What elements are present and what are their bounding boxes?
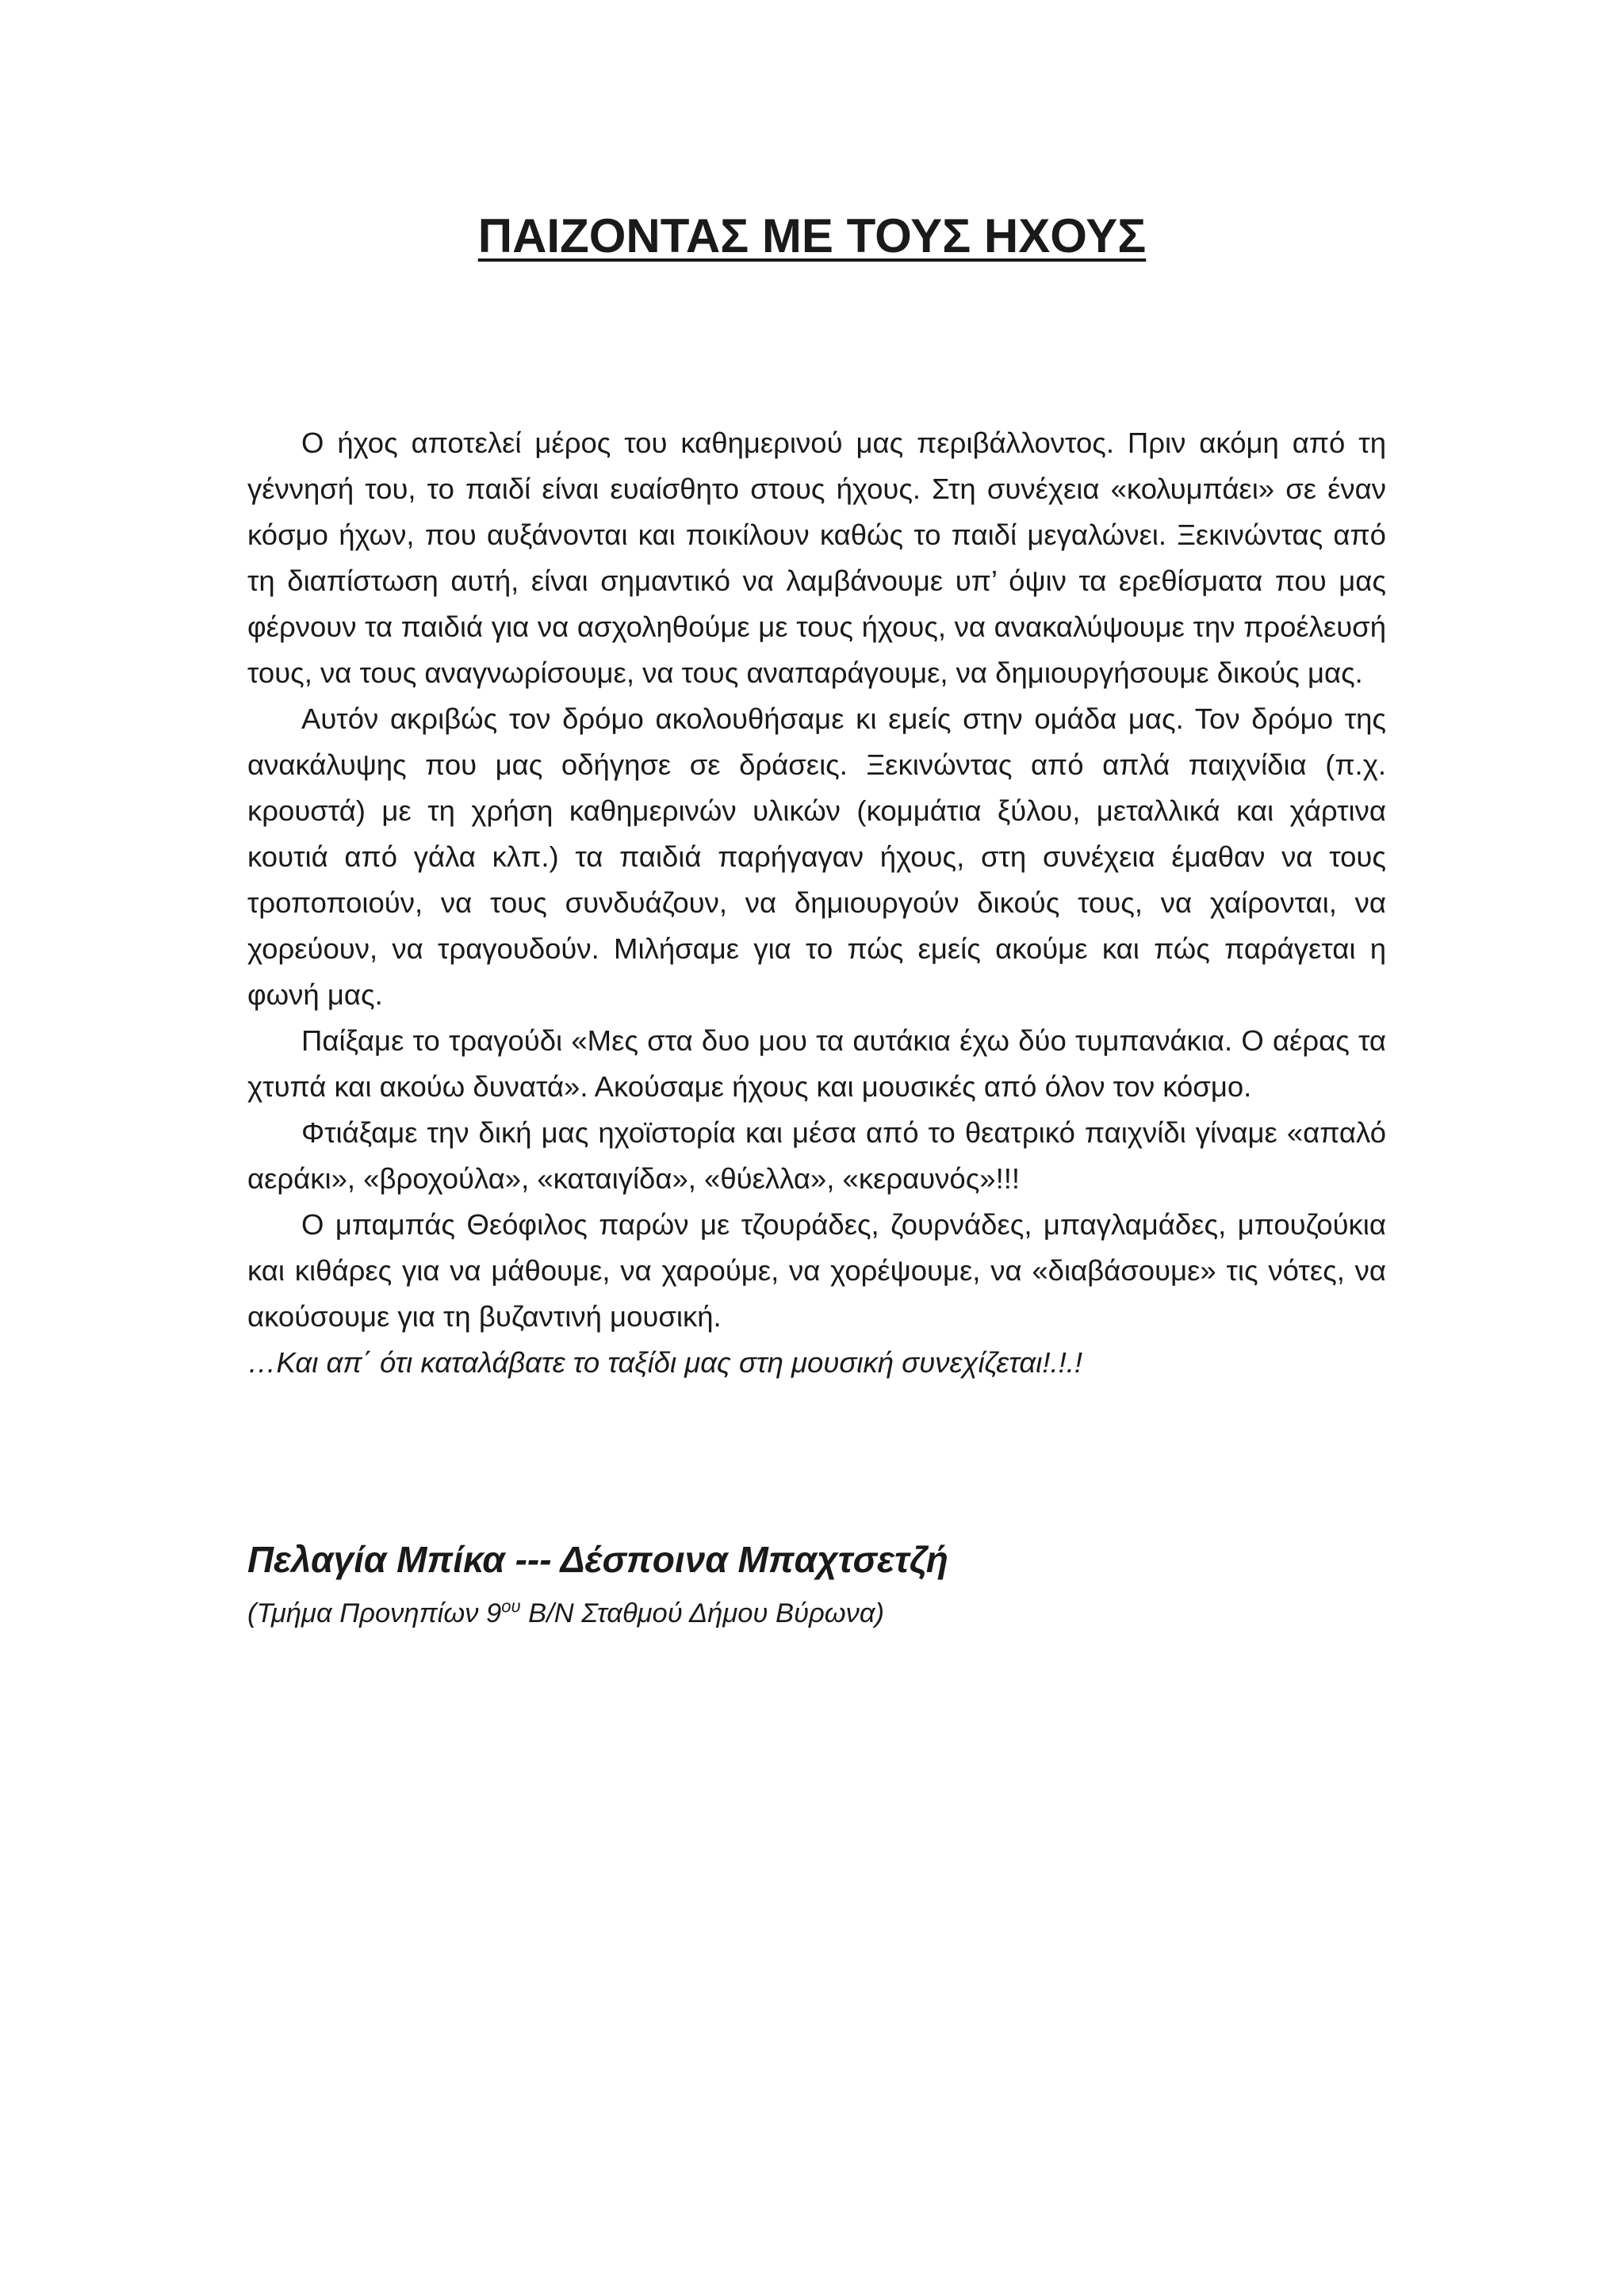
page-title xyxy=(0,205,1624,268)
paragraph-song: Παίξαμε το τραγούδι «Μες στα δυο μου τα αυτάκια έχω δύο τυμπανάκια. Ο αέρας τα χτυπά και ακούω δυνατά». Ακούσαμε ήχους και μουσικές από όλον τον κόσμο. xyxy=(247,1024,1386,1103)
paragraph-intro: Ο ήχος αποτελεί μέρος του καθημερινού μας περιβάλλοντος. Πριν ακόμη από τη γέννησή του, το παιδί είναι ευαίσθητο στους ήχους. Στη συνέχεια «κολυμπάει» σε έναν κόσμο ήχων, που αυξάνονται και ποικίλουν καθώς το παιδί μεγαλώνει. Ξεκινώντας από τη διαπίστωση αυτή, είναι σημαντικό να λαμβάνουμε υπ’ όψιν τα ερεθίσματα που μας φέρνουν τα παιδιά για να ασχοληθούμε με τους ήχους, να ανακαλύψουμε την προέλευσή τους, να τους αναγνωρίσουμε, να τους αναπαράγουμε, να δημιουργήσουμε δικούς μας. xyxy=(247,427,1386,689)
paragraph-discovery: Αυτόν ακριβώς τον δρόμο ακολουθήσαμε κι εμείς στην ομάδα μας. Τον δρόμο της ανακάλυψης που μας οδήγησε σε δράσεις. Ξεκινώντας από απλά παιχνίδια (π.χ. κρουστά) με τη χρήση καθημερινών υλικών (κομμάτια ξύλου, μεταλλικά και χάρτινα κουτιά από γάλα κλπ.) τα παιδιά παρήγαγαν ήχους, στη συνέχεια έμαθαν να τους τροποποιούν, να τους συνδυάζουν, να δημιουργούν δικούς τους, να χαίρονται, να χορεύουν, να τραγουδούν. Μιλήσαμε για το πώς εμείς ακούμε και πώς παράγεται η φωνή μας. xyxy=(247,702,1386,1011)
affiliation-line xyxy=(247,1590,884,1636)
affiliation-after: Β/Ν Σταθμού Δήμου Βύρωνα) xyxy=(520,1598,884,1628)
closing-line: …Και απ΄ ότι καταλάβατε το ταξίδι μας στη μουσική συνεχίζεται!.!.! xyxy=(247,1346,1083,1379)
page-title-text: ΠΑΙΖΟΝΤΑΣ ΜΕ ΤΟΥΣ ΗΧΟΥΣ xyxy=(477,209,1147,262)
paragraph-dad-visit: Ο μπαμπάς Θεόφιλος παρών με τζουράδες, ζουρνάδες, μπαγλαμάδες, μπουζούκια και κιθάρες για να μάθουμε, να χαρούμε, να χορέψουμε, να «διαβάσουμε» τις νότες, να ακούσουμε για τη βυζαντινή μουσική. xyxy=(247,1208,1386,1333)
authors-signature: Πελαγία Μπίκα --- Δέσποινα Μπαχτσετζή xyxy=(247,1539,948,1580)
article-body xyxy=(247,420,1386,1386)
paragraph-sound-story: Φτιάξαμε την δική μας ηχοϊστορία και μέσα από το θεατρικό παιχνίδι γίναμε «απαλό αεράκι», «βροχούλα», «καταιγίδα», «θύελλα», «κεραυνός»!!! xyxy=(247,1116,1386,1195)
affiliation-ordinal: ου xyxy=(501,1596,521,1617)
affiliation-before: (Τμήμα Προνηπίων 9 xyxy=(247,1598,502,1628)
